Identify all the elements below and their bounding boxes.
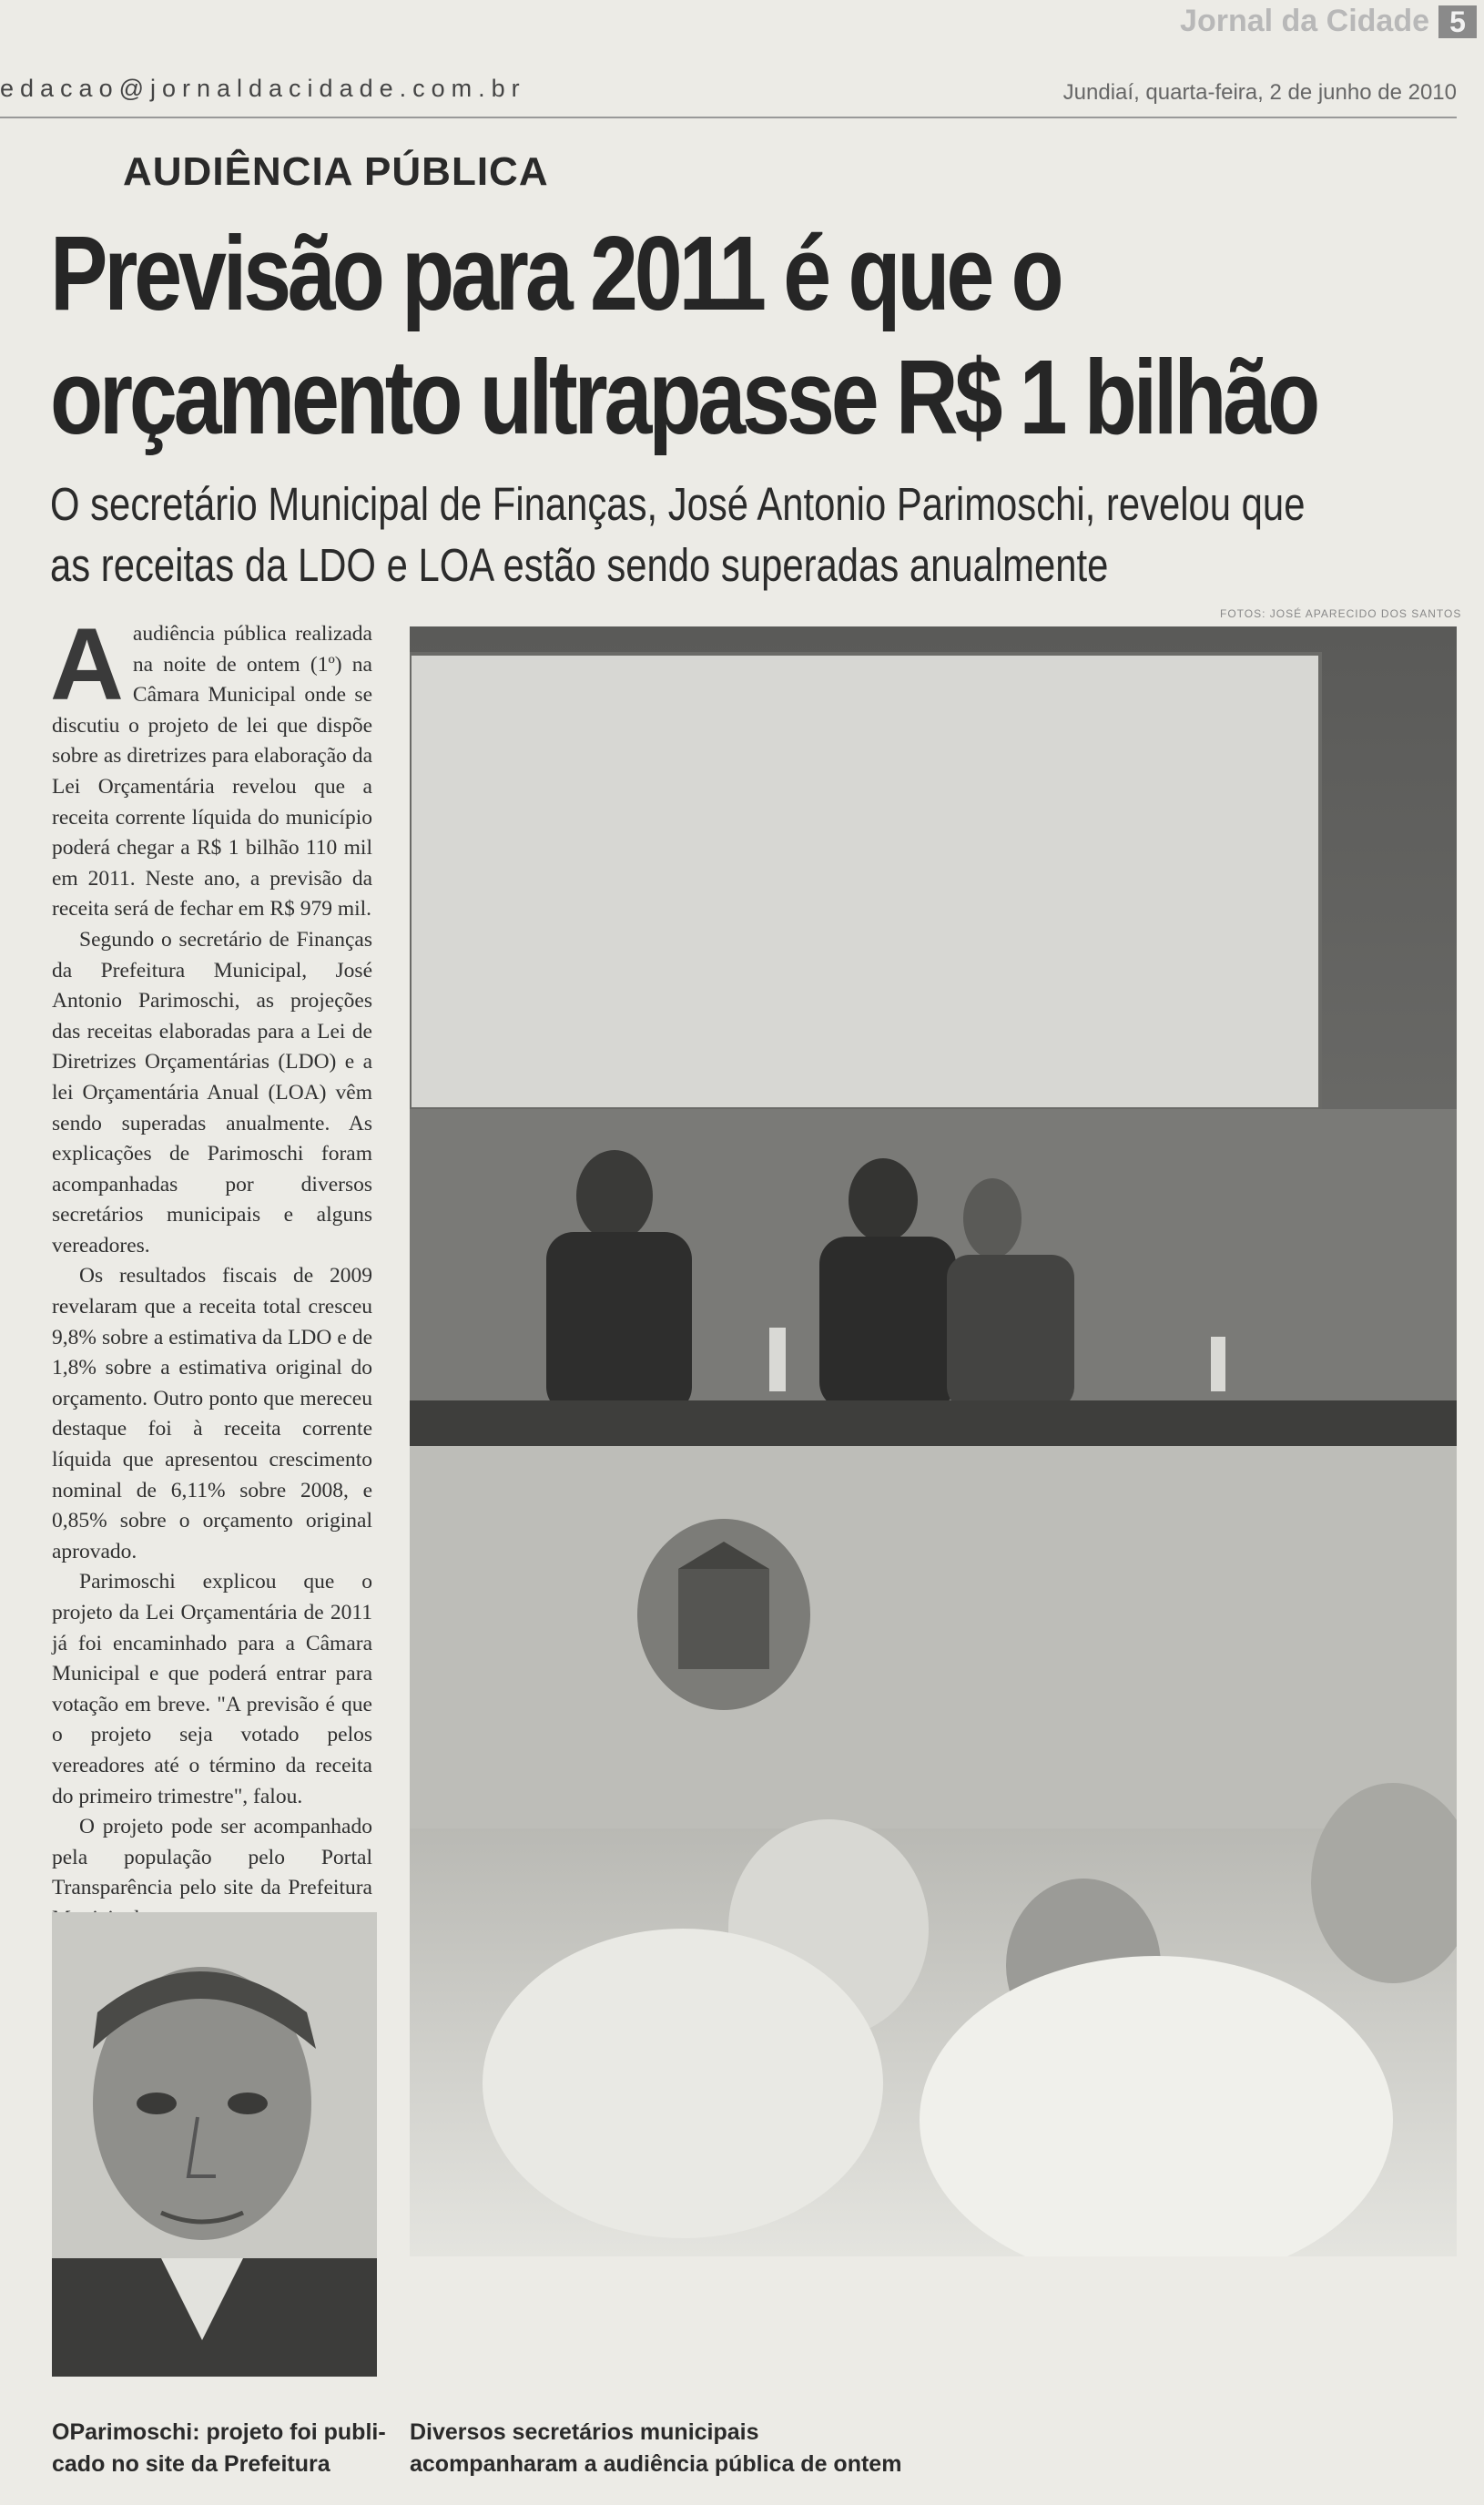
email-address: edacao@jornaldacidade.com.br xyxy=(0,75,526,102)
paper-name: Jornal da Cidade xyxy=(1180,4,1429,38)
paragraph: Parimoschi explicou que o projeto da Lei Orçamentária de 2011 já foi encaminhado para a Câmara Municipal e que poderá entrar para votação em breve. "A previsão é que o projeto seja votado pelos vereadores até o término da receita do primeiro trimestre", falou. xyxy=(52,1570,372,1808)
masthead-rule xyxy=(0,117,1457,118)
section-kicker: AUDIÊNCIA PÚBLICA xyxy=(123,149,549,194)
portrait-photo xyxy=(52,1912,377,2377)
article-body xyxy=(50,607,372,1935)
issue-date: Jundiaí, quarta-feira, 2 de junho de 2010 xyxy=(1062,80,1457,105)
headline-line-1: Previsão para 2011 é que o xyxy=(50,214,1061,332)
paragraph: Os resultados fiscais de 2009 revelaram que a receita total cresceu 9,8% sobre a estimativa da LDO e de 1,8% sobre a estimativa original do orçamento. Outro ponto que mereceu destaque foi à receita corrente líquida que apresentou crescimento nominal de 6,11% sobre 2008, e 0,85% sobre o orçamento original aprovado. xyxy=(52,1264,372,1563)
photo-credit: FOTOS: JOSÉ APARECIDO DOS SANTOS xyxy=(1220,607,1462,620)
council-chamber-image xyxy=(410,626,1457,2256)
paragraph: O projeto pode ser acompanhado pela população pelo Portal Transparência pelo site da Prefeitura xyxy=(52,1815,372,1900)
headline xyxy=(50,211,1317,459)
portrait-image xyxy=(52,1912,377,2377)
drop-cap: A xyxy=(50,607,124,721)
coat-of-arms-emblem xyxy=(637,1519,810,1710)
headline-line-2: orçamento ultrapasse R$ 1 bilhão xyxy=(50,338,1317,456)
subheadline xyxy=(50,474,1438,596)
masthead xyxy=(0,0,1484,127)
paragraph: Aaudiência pública realizada na noite de ontem (1º) na Câmara Municipal onde se discutiu o projeto de lei que dispõe sobre as diretrizes para elaboração da Lei Orçamentária revelou que a receita corrente líquida do município poderá chegar a R$ 1 bilhão 110 mil em 2011. Neste ano, a previsão da receita será de fechar em R$ 979 mil. xyxy=(50,607,372,922)
paragraph: Segundo o secretário de Finanças da Prefeitura Municipal, José Antonio Parimoschi, as projeções das receitas elaboradas para a Lei de Diretrizes Orçamentárias (LDO) e a lei Orçamentária Anual (LOA) vêm sendo superadas anualmente. As explicações de Parimoschi foram acompanhadas por diversos secretários municipais e alguns vereadores. xyxy=(52,927,372,1258)
portrait-caption: OParimoschi: projeto foi publi- cado no site da Prefeitura xyxy=(52,2419,386,2477)
main-photo-caption: Diversos secretários municipais acompanharam a audiência pública de ontem xyxy=(410,2419,902,2477)
subheadline-line-1: O secretário Municipal de Finanças, José Antonio Parimoschi, revelou que xyxy=(50,478,1306,530)
page-number: 5 xyxy=(1438,5,1477,38)
main-photo xyxy=(410,626,1457,2256)
subheadline-line-2: as receitas da LDO e LOA estão sendo superadas anualmente xyxy=(50,539,1109,591)
